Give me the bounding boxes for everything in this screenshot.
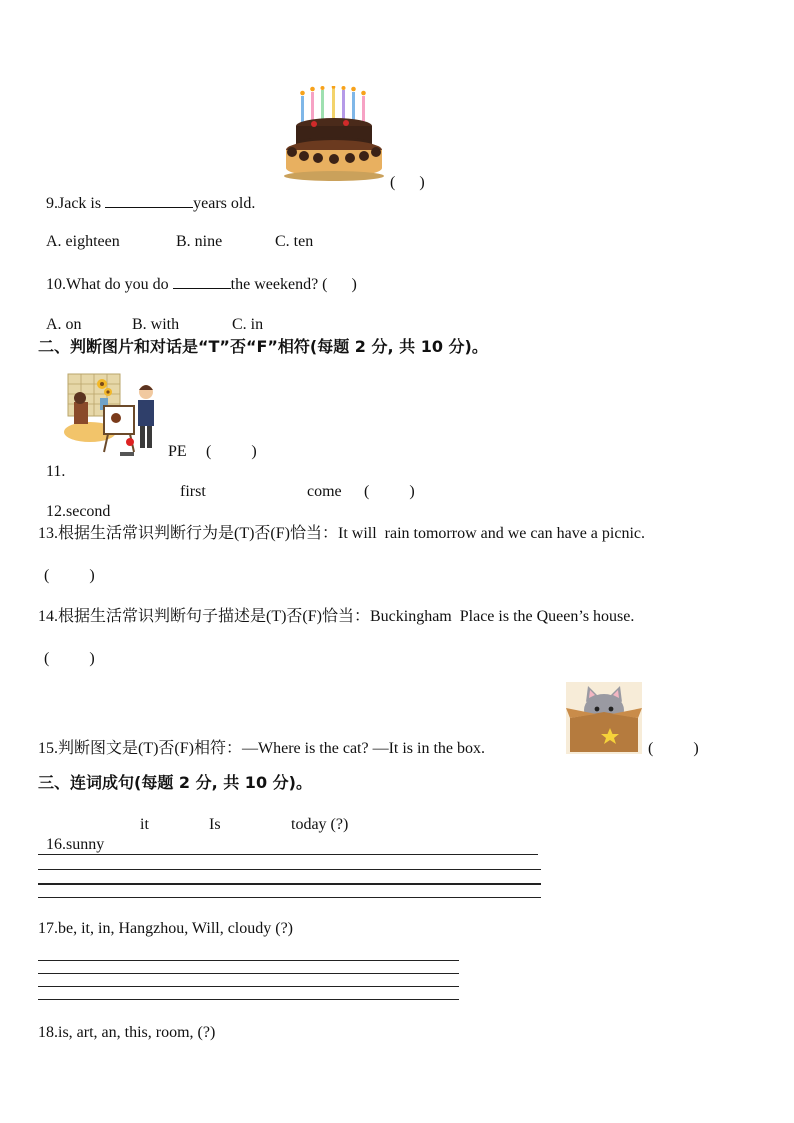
q12-answer-paren[interactable]: ( ) xyxy=(364,483,415,500)
q11-answer-paren[interactable]: ( ) xyxy=(206,443,257,460)
q17-writing-line-4[interactable] xyxy=(38,999,459,1000)
q10-prefix: 10.What do you do xyxy=(46,276,173,293)
q15-answer-paren[interactable]: ( ) xyxy=(648,740,699,757)
q10-option-a[interactable]: A. on xyxy=(46,316,82,333)
q12-number: 12. xyxy=(46,503,66,520)
q16-writing-line-4[interactable] xyxy=(38,897,541,898)
q11-number: 11. xyxy=(46,463,66,480)
q9-answer-paren[interactable]: ( ) xyxy=(390,174,425,191)
question-9 xyxy=(38,173,255,214)
q16-writing-line-2[interactable] xyxy=(38,869,541,870)
q10-suffix: the weekend? ( ) xyxy=(230,276,357,293)
q16-word-3: Is xyxy=(209,816,221,833)
q9-option-c[interactable]: C. ten xyxy=(275,233,314,250)
q14-answer-paren[interactable]: ( ) xyxy=(44,650,95,667)
q9-option-a[interactable]: A. eighteen xyxy=(46,233,120,250)
question-17: 17.be, it, in, Hangzhou, Will, cloudy (?) xyxy=(38,920,294,937)
question-15: 15.判断图文是(T)否(F)相符：—Where is the cat? —It is in the box. xyxy=(38,740,486,757)
q9-option-b[interactable]: B. nine xyxy=(176,233,223,250)
q16-number: 16. xyxy=(46,836,66,853)
q9-answer-blank[interactable] xyxy=(105,193,193,208)
section-3-heading: 三、连词成句(每题 2 分, 共 10 分)。 xyxy=(38,773,312,792)
question-16 xyxy=(38,815,104,855)
q12-word-2: first xyxy=(180,483,206,500)
q10-answer-blank[interactable] xyxy=(173,274,231,289)
q12-word-3: come xyxy=(307,483,342,500)
question-11 xyxy=(38,442,65,482)
q16-writing-line-3[interactable] xyxy=(38,883,541,885)
question-13: 13.根据生活常识判断行为是(T)否(F)恰当：It will rain tomorrow and we can have a picnic. xyxy=(38,525,645,542)
section-2-heading: 二、判断图片和对话是“T”否“F”相符(每题 2 分, 共 10 分)。 xyxy=(38,337,488,356)
q9-options xyxy=(38,212,313,252)
question-18: 18.is, art, an, this, room, (?) xyxy=(38,1024,216,1041)
q17-writing-line-3[interactable] xyxy=(38,986,459,987)
q16-word-1: sunny xyxy=(66,836,105,853)
birthday-cake-image xyxy=(284,86,384,182)
q9-suffix: years old. xyxy=(193,195,256,212)
question-12 xyxy=(38,482,110,522)
painting-class-image xyxy=(64,372,164,460)
q16-word-4: today (?) xyxy=(291,816,349,833)
q10-option-b[interactable]: B. with xyxy=(132,316,180,333)
q12-word-1: second xyxy=(66,503,111,520)
question-14: 14.根据生活常识判断句子描述是(T)否(F)恰当：Buckingham Place is the Queen’s house. xyxy=(38,608,635,625)
q16-writing-line-1[interactable] xyxy=(38,854,538,855)
q9-prefix: 9.Jack is xyxy=(46,195,106,212)
q16-word-2: it xyxy=(140,816,149,833)
q11-word: PE xyxy=(168,443,187,460)
q10-option-c[interactable]: C. in xyxy=(232,316,264,333)
q17-writing-line-2[interactable] xyxy=(38,973,459,974)
q10-options xyxy=(38,295,263,335)
q13-answer-paren[interactable]: ( ) xyxy=(44,567,95,584)
cat-in-box-image xyxy=(566,682,642,754)
q17-writing-line-1[interactable] xyxy=(38,960,459,961)
question-10 xyxy=(38,254,357,295)
